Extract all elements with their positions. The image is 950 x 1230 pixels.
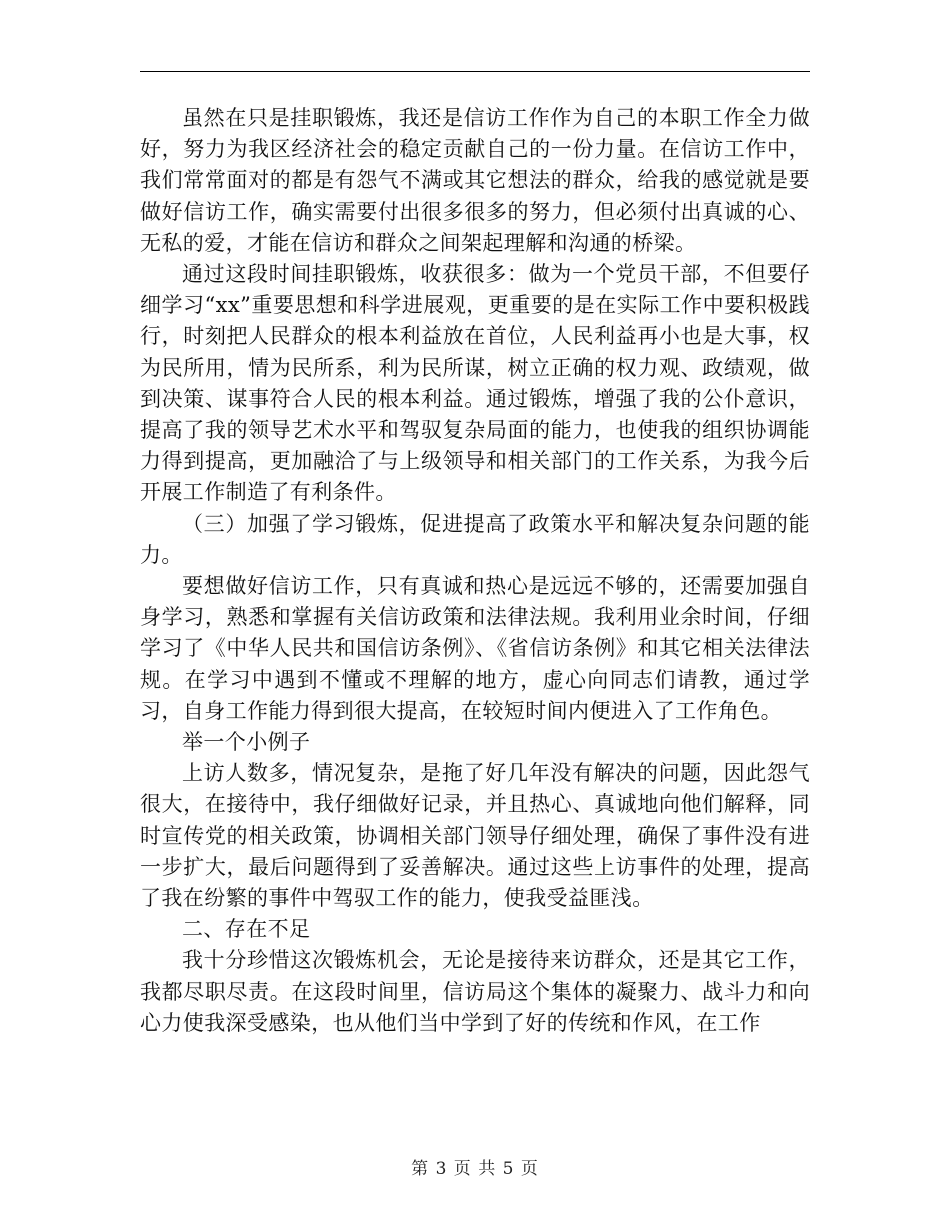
section-heading: （三）加强了学习锻炼，促进提高了政策水平和解决复杂问题的能力。 xyxy=(140,511,810,567)
section-heading: 二、存在不足 xyxy=(182,917,311,942)
header-rule xyxy=(140,71,810,72)
paragraph: 举一个小例子 xyxy=(182,730,311,755)
paragraph: 虽然在只是挂职锻炼，我还是信访工作作为自己的本职工作全力做好，努力为我区经济社会的稳定贡献自己的一份力量。在信访工作中，我们常常面对的都是有怨气不满或其它想法的群众，给我的感觉就是要做好信访工作，确实需要付出很多很多的努力，但必须付出真诚的心、无私的爱，才能在信访和群众之间架起理解和沟通的桥梁。 xyxy=(140,106,810,255)
document-body xyxy=(140,103,810,1039)
paragraph: 通过这段时间挂职锻炼，收获很多：做为一个党员干部，不但要仔细学习“xx”重要思想和科学进展观，更重要的是在实际工作中要积极践行，时刻把人民群众的根本利益放在首位，人民利益再小也是大事，权为民所用，情为民所系，利为民所谋，树立正确的权力观、政绩观，做到决策、谋事符合人民的根本利益。通过锻炼，增强了我的公仆意识，提高了我的领导艺术水平和驾驭复杂局面的能力，也使我的组织协调能力得到提高，更加融洽了与上级领导和相关部门的工作关系，为我今后开展工作制造了有利条件。 xyxy=(140,262,810,505)
paragraph: 我十分珍惜这次锻炼机会，无论是接待来访群众，还是其它工作，我都尽职尽责。在这段时间里，信访局这个集体的凝聚力、战斗力和向心力使我深受感染，也从他们当中学到了好的传统和作风，在工作 xyxy=(140,948,810,1035)
page-number: 第 3 页 共 5 页 xyxy=(411,1159,539,1179)
paragraph: 上访人数多，情况复杂，是拖了好几年没有解决的问题，因此怨气很大，在接待中，我仔细做好记录，并且热心、真诚地向他们解释，同时宣传党的相关政策，协调相关部门领导仔细处理，确保了事件没有进一步扩大，最后问题得到了妥善解决。通过这些上访事件的处理，提高了我在纷繁的事件中驾驭工作的能力，使我受益匪浅。 xyxy=(140,761,810,911)
paragraph: 要想做好信访工作，只有真诚和热心是远远不够的，还需要加强自身学习，熟悉和掌握有关信访政策和法律法规。我利用业余时间，仔细学习了《中华人民共和国信访条例》、《省信访条例》和其它相关法律法规。在学习中遇到不懂或不理解的地方，虚心向同志们请教，通过学习，自身工作能力得到很大提高，在较短时间内便进入了工作角色。 xyxy=(140,574,810,723)
